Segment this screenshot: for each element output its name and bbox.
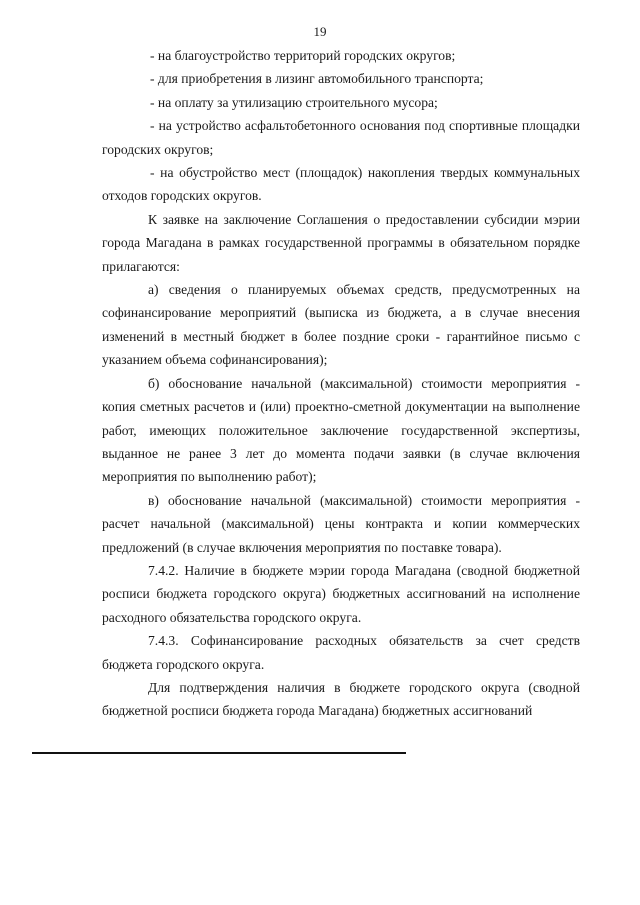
section-7-4-2: 7.4.2. Наличие в бюджете мэрии города Магадана (сводной бюджетной росписи бюджета городского округа) бюджетных ассигнований на исполнение расходного обязательства городского округа. [102, 562, 580, 625]
page-number: 19 [313, 24, 327, 39]
paragraph-confirmation: Для подтверждения наличия в бюджете городского округа (сводной бюджетной росписи бюджета города Магадана) бюджетных ассигнований [102, 679, 580, 719]
paragraph-application-attachments: К заявке на заключение Соглашения о предоставлении субсидии мэрии города Магадана в рамках государственной программы в обязательном порядке прилагаются: [102, 211, 580, 274]
bullet-waste-disposal: - на оплату за утилизацию строительного мусора; [150, 94, 438, 110]
bullet-asphalt-sports-grounds: - на устройство асфальтобетонного основания под спортивные площадки городских округов; [102, 118, 580, 157]
bullet-vehicle-leasing: - для приобретения в лизинг автомобильного транспорта; [150, 71, 484, 87]
bullet-waste-collection-sites: - на обустройство мест (площадок) накопления твердых коммунальных отходов городских округов. [102, 165, 580, 204]
footnote-separator-line [32, 752, 406, 754]
document-body [102, 44, 580, 723]
list-item-c: в) обоснование начальной (максимальной) стоимости мероприятия - расчет начальной (максимальной) цены контракта и копии коммерческих предложений (в случае включения мероприятия по поставке товара). [102, 492, 580, 555]
section-7-4-3: 7.4.3. Софинансирование расходных обязательств за счет средств бюджета городского округа. [102, 633, 580, 672]
list-item-b: б) обоснование начальной (максимальной) стоимости мероприятия - копия сметных расчетов и (или) проектно-сметной документации на выполнение работ, имеющих положительное заключение государственной экспертизы, выданное не ранее 3 лет до момента подачи заявки (в случае включения мероприятия по выполнению работ); [102, 375, 580, 485]
bullet-landscaping: - на благоустройство территорий городских округов; [150, 48, 456, 63]
list-item-a: а) сведения о планируемых объемах средств, предусмотренных на софинансирование мероприятий (выписка из бюджета, а в случае внесения изменений в местный бюджет в более поздние сроки - гарантийное письмо с указанием объема софинансирования); [102, 282, 580, 368]
